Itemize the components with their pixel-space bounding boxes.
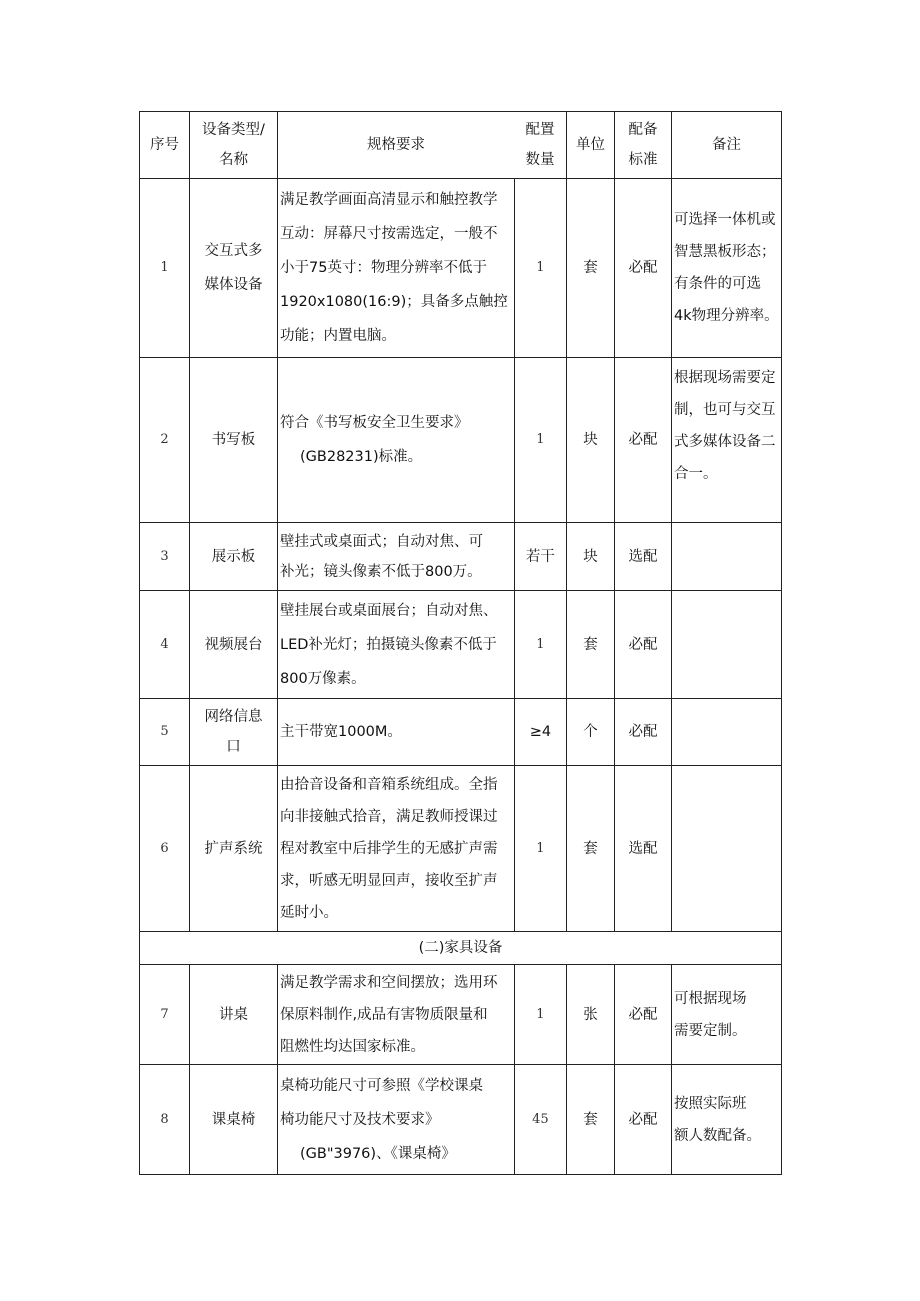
row-std: 必配	[615, 179, 672, 358]
spec-line: 保原料制作,成品有害物质限量和	[280, 1006, 488, 1023]
row-spec	[278, 591, 515, 699]
row-seq: 3	[140, 523, 190, 591]
table-row	[140, 965, 782, 1065]
row-spec	[278, 1065, 515, 1175]
spec-line: 满足教学画面高清显示和触控教学	[280, 192, 498, 208]
spec-line: 向非接触式拾音，满足教师授课过	[280, 808, 498, 825]
row-name: 讲桌	[190, 965, 278, 1065]
header-std	[615, 112, 672, 179]
spec-line: (GB28231)标准。	[300, 449, 423, 465]
note-line: 可选择一体机或	[674, 212, 776, 228]
row-unit: 套	[567, 179, 615, 358]
equipment-table	[139, 111, 782, 1175]
row-qty: 1	[514, 766, 566, 932]
row-name-line1: 交互式多	[204, 243, 263, 259]
spec-line: 程对教室中后排学生的无感扩声需	[280, 840, 498, 857]
row-std: 必配	[615, 699, 672, 766]
row-spec	[278, 699, 515, 766]
row-spec	[278, 523, 515, 591]
header-row	[140, 112, 782, 179]
header-type	[190, 112, 278, 179]
header-seq: 序号	[140, 112, 190, 179]
spec-line: 主干带宽1000M。	[280, 724, 402, 740]
note-line: 按照实际班	[674, 1095, 747, 1112]
table-row	[140, 766, 782, 932]
table-row	[140, 523, 782, 591]
row-qty: 1	[514, 591, 566, 699]
row-seq: 2	[140, 358, 190, 523]
header-spec-qty	[278, 112, 567, 179]
note-line: 4k物理分辨率。	[674, 308, 779, 324]
row-std: 必配	[615, 591, 672, 699]
row-name: 视频展台	[190, 591, 278, 699]
row-seq: 7	[140, 965, 190, 1065]
header-type-line2: 名称	[219, 152, 248, 168]
note-line: 额人数配备。	[674, 1127, 761, 1144]
row-note	[672, 965, 782, 1065]
spec-line: 功能；内置电脑。	[280, 328, 396, 344]
row-seq: 4	[140, 591, 190, 699]
row-note	[672, 179, 782, 358]
spec-line: 小于75英寸：物理分辨率不低于	[280, 260, 487, 276]
row-seq: 6	[140, 766, 190, 932]
row-spec	[278, 358, 515, 523]
row-spec	[278, 965, 515, 1065]
spec-line: (GB"3976)、《课桌椅》	[300, 1145, 456, 1162]
row-qty: 1	[514, 358, 566, 523]
spec-line: 符合《书写板安全卫生要求》	[280, 415, 469, 431]
spec-line: 壁挂式或桌面式；自动对焦、可	[280, 533, 483, 550]
spec-line: 阻燃性均达国家标准。	[280, 1038, 425, 1055]
row-qty: 若干	[514, 523, 566, 591]
row-std: 必配	[615, 1065, 672, 1175]
row-unit: 块	[567, 523, 615, 591]
row-name: 展示板	[190, 523, 278, 591]
spec-line: 补光；镜头像素不低于800万。	[280, 563, 482, 580]
row-unit: 张	[567, 965, 615, 1065]
header-qty-line2: 数量	[525, 152, 555, 168]
row-std: 必配	[615, 965, 672, 1065]
spec-line: 桌椅功能尺寸可参照《学校课桌	[280, 1077, 483, 1094]
row-name-line2: 口	[226, 739, 241, 755]
row-note	[672, 523, 782, 591]
spec-line: 由拾音设备和音箱系统组成。全指	[280, 776, 498, 793]
row-note	[672, 591, 782, 699]
spec-line: 800万像素。	[280, 670, 366, 687]
row-unit: 块	[567, 358, 615, 523]
spec-line: LED补光灯；拍摄镜头像素不低于	[280, 636, 497, 653]
header-spec: 规格要求	[367, 137, 425, 153]
note-line: 需要定制。	[674, 1022, 747, 1039]
row-seq: 1	[140, 179, 190, 358]
note-line: 智慧黑板形态；	[674, 244, 776, 260]
row-note	[672, 1065, 782, 1175]
row-qty: 1	[514, 965, 566, 1065]
row-note	[672, 358, 782, 523]
note-line: 根据现场需要定	[674, 370, 776, 386]
spec-line: 互动：屏幕尺寸按需选定，一般不	[280, 226, 498, 242]
spec-line: 壁挂展台或桌面展台；自动对焦、	[280, 602, 498, 619]
row-unit: 套	[567, 1065, 615, 1175]
spec-line: 椅功能尺寸及技术要求》	[280, 1111, 440, 1128]
row-name: 书写板	[190, 358, 278, 523]
row-unit: 套	[567, 766, 615, 932]
row-seq: 5	[140, 699, 190, 766]
header-unit: 单位	[567, 112, 615, 179]
row-spec	[278, 766, 515, 932]
header-note: 备注	[672, 112, 782, 179]
row-std: 选配	[615, 523, 672, 591]
section-row	[140, 932, 782, 965]
equipment-table-container	[139, 111, 782, 1175]
note-line: 有条件的可选	[674, 276, 761, 292]
table-row	[140, 179, 782, 358]
row-name-line2: 媒体设备	[204, 277, 263, 293]
table-row	[140, 358, 782, 523]
table-row	[140, 699, 782, 766]
note-line: 可根据现场	[674, 990, 747, 1007]
spec-line: 1920x1080(16:9)；具备多点触控	[280, 294, 508, 310]
note-line: 合一。	[674, 466, 718, 482]
row-std: 选配	[615, 766, 672, 932]
row-unit: 套	[567, 591, 615, 699]
row-name	[190, 179, 278, 358]
header-std-line1: 配备	[628, 122, 658, 138]
row-spec	[278, 179, 515, 358]
row-qty: ≥4	[514, 699, 566, 766]
row-note	[672, 766, 782, 932]
note-line: 式多媒体设备二	[674, 434, 776, 450]
row-name	[190, 699, 278, 766]
row-name-line1: 网络信息	[204, 709, 263, 725]
spec-line: 满足教学需求和空间摆放；选用环	[280, 974, 498, 991]
row-seq: 8	[140, 1065, 190, 1175]
header-std-line2: 标准	[628, 152, 658, 168]
row-qty: 45	[514, 1065, 566, 1175]
table-row	[140, 591, 782, 699]
spec-line: 延时小。	[280, 904, 338, 921]
row-name: 扩声系统	[190, 766, 278, 932]
header-qty-line1: 配置	[525, 122, 555, 138]
header-type-line1: 设备类型/	[202, 122, 265, 138]
row-unit: 个	[567, 699, 615, 766]
row-std: 必配	[615, 358, 672, 523]
row-name: 课桌椅	[190, 1065, 278, 1175]
section-title: (二)家具设备	[140, 932, 782, 965]
row-qty: 1	[514, 179, 566, 358]
spec-line: 求，听感无明显回声，接收至扩声	[280, 872, 498, 889]
table-row	[140, 1065, 782, 1175]
row-note	[672, 699, 782, 766]
note-line: 制，也可与交互	[674, 402, 776, 418]
